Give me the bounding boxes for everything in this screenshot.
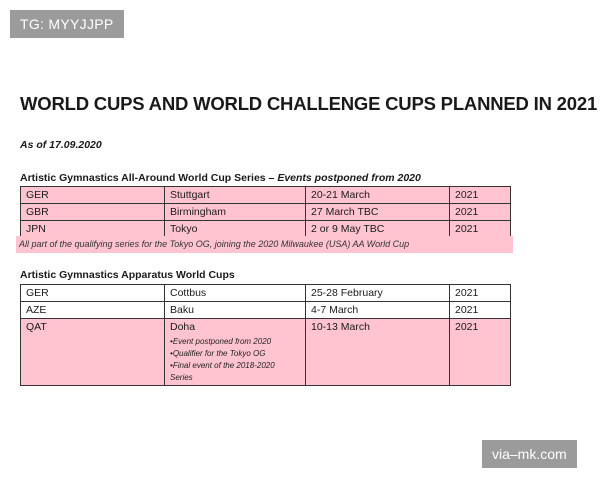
country-cell: JPN xyxy=(21,221,165,238)
country-cell: AZE xyxy=(21,302,165,319)
date-cell: 25-28 February xyxy=(306,285,450,302)
watermark-via: via–mk.com xyxy=(482,440,577,468)
all-around-table xyxy=(20,186,511,238)
country-cell: QAT xyxy=(21,319,165,386)
city-cell xyxy=(165,319,306,386)
as-of-date: As of 17.09.2020 xyxy=(20,139,102,151)
section-heading-apparatus: Artistic Gymnastics Apparatus World Cups xyxy=(20,269,235,281)
section-heading-suffix: Events postponed from 2020 xyxy=(277,172,421,184)
section-heading-all-around xyxy=(20,172,421,184)
date-cell: 10-13 March xyxy=(306,319,450,386)
country-cell: GER xyxy=(21,285,165,302)
section-heading-text: Artistic Gymnastics All-Around World Cup Series – xyxy=(20,172,278,184)
year-cell: 2021 xyxy=(450,221,511,238)
year-cell: 2021 xyxy=(450,302,511,319)
table-row xyxy=(21,302,511,319)
city-cell: Birmingham xyxy=(165,204,306,221)
event-note-continuation: Series xyxy=(170,373,193,382)
city-cell: Stuttgart xyxy=(165,187,306,204)
event-note: • Qualifier for the Tokyo OG xyxy=(170,348,300,360)
year-cell: 2021 xyxy=(450,319,511,386)
table-row xyxy=(21,204,511,221)
table-row xyxy=(21,187,511,204)
date-cell: 20-21 March xyxy=(306,187,450,204)
date-cell: 27 March TBC xyxy=(306,204,450,221)
table-row xyxy=(21,285,511,302)
year-cell: 2021 xyxy=(450,285,511,302)
event-note: • Event postponed from 2020 xyxy=(170,336,300,348)
year-cell: 2021 xyxy=(450,204,511,221)
year-cell: 2021 xyxy=(450,187,511,204)
watermark-tg: TG: MYYJJPP xyxy=(10,10,124,38)
city-cell: Baku xyxy=(165,302,306,319)
qualifying-note: All part of the qualifying series for the Tokyo OG, joining the 2020 Milwaukee (USA) AA World Cup xyxy=(16,236,513,253)
event-note: • Final event of the 2018-2020 xyxy=(170,360,300,372)
table-row xyxy=(21,319,511,386)
apparatus-table xyxy=(20,284,511,386)
table-row xyxy=(21,221,511,238)
city-cell: Tokyo xyxy=(165,221,306,238)
country-cell: GBR xyxy=(21,204,165,221)
event-notes-list xyxy=(170,336,300,384)
city-name: Doha xyxy=(170,321,196,333)
date-cell: 4-7 March xyxy=(306,302,450,319)
document-title: WORLD CUPS AND WORLD CHALLENGE CUPS PLANNED IN 2021 xyxy=(20,93,598,114)
city-cell: Cottbus xyxy=(165,285,306,302)
country-cell: GER xyxy=(21,187,165,204)
date-cell: 2 or 9 May TBC xyxy=(306,221,450,238)
